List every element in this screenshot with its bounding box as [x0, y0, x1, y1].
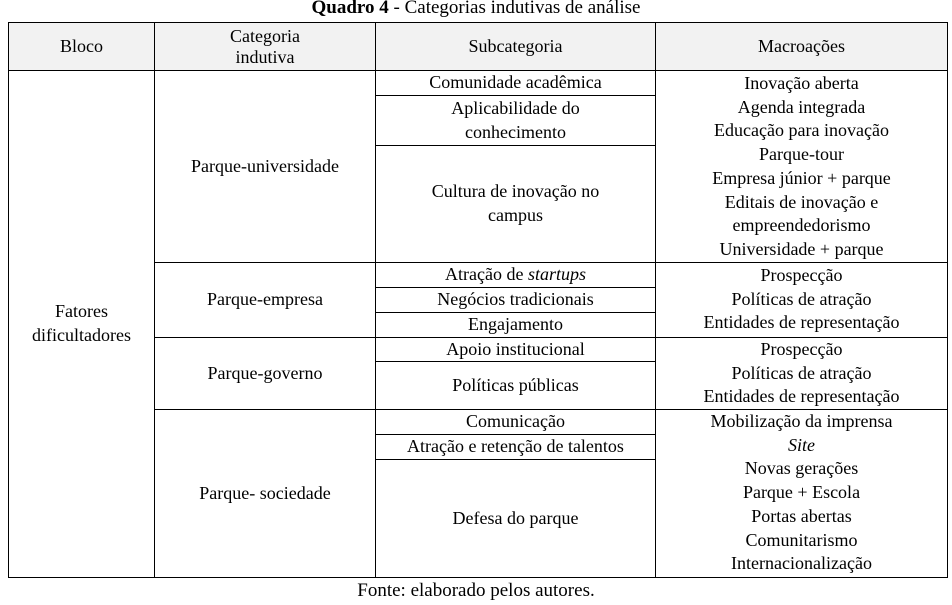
macroacoes-cell [656, 338, 947, 409]
subcategoria-cell: Cultura de inovação no campus [431, 181, 600, 225]
source-note: Fonte: elaborado pelos autores. [357, 580, 595, 601]
macroacao-item: Universidade + parque [719, 238, 884, 259]
macroacao-item: Entidades de representação [703, 312, 900, 333]
subcategoria-cell: Atração de startups [445, 264, 586, 285]
subcategoria-cell: Defesa do parque [452, 507, 579, 528]
macroacao-item: empreendedorismo [732, 215, 871, 236]
macroacao-item: Políticas de atração [731, 362, 872, 383]
header-categoria: Categoria indutiva [230, 25, 300, 67]
macroacao-item: Prospecção [760, 339, 843, 359]
macroacao-item: Internacionalização [731, 553, 872, 574]
macroacao-item: Entidades de representação [703, 386, 900, 407]
subcategoria-cell: Políticas públicas [452, 374, 579, 395]
macroacao-item: Prospecção [760, 265, 843, 285]
macroacao-item: Editais de inovação e [724, 191, 879, 212]
categoria-cell: Parque- sociedade [199, 482, 331, 503]
bloco-cell: Fatores dificultadores [32, 301, 131, 345]
caption-label: Quadro 4 [311, 0, 389, 18]
header-subcategoria: Subcategoria [468, 36, 563, 56]
categoria-cell: Parque-empresa [207, 289, 323, 310]
caption-title: Categorias indutivas de análise [404, 0, 641, 18]
macroacao-item: Agenda integrada [737, 96, 866, 117]
macroacao-item: Site [788, 434, 815, 455]
macroacao-item: Portas abertas [751, 505, 852, 526]
macroacao-item: Comunitarismo [745, 529, 858, 550]
header-macroacoes: Macroações [758, 36, 845, 56]
subcategoria-cell: Aplicabilidade do conhecimento [451, 97, 580, 142]
subcategoria-cell: Engajamento [468, 314, 563, 335]
macroacao-item: Educação para inovação [714, 120, 889, 141]
macroacao-item: Parque-tour [759, 144, 844, 165]
macroacoes-cell [656, 410, 947, 577]
categoria-cell: Parque-governo [207, 362, 323, 383]
macroacao-item: Empresa júnior + parque [712, 167, 891, 188]
caption-separator: - [388, 0, 405, 18]
macroacoes-cell [656, 72, 947, 262]
header-bloco: Bloco [60, 36, 103, 56]
macroacoes-cell [656, 264, 947, 337]
subcategoria-cell: Atração e retenção de talentos [407, 436, 624, 457]
grid-line [8, 577, 948, 578]
subcategoria-cell: Negócios tradicionais [437, 289, 594, 310]
grid-line [947, 22, 948, 578]
macroacao-item: Inovação aberta [744, 73, 859, 93]
subcategoria-cell: Comunidade acadêmica [429, 72, 602, 93]
macroacao-item: Políticas de atração [731, 288, 872, 309]
categoria-cell: Parque-universidade [191, 155, 339, 176]
subcategoria-cell: Apoio institucional [446, 338, 585, 359]
macroacao-item: Mobilização da imprensa [710, 411, 893, 431]
macroacao-item: Parque + Escola [742, 482, 861, 503]
macroacao-item: Novas gerações [744, 458, 859, 479]
subcategoria-cell: Comunicação [466, 411, 565, 432]
